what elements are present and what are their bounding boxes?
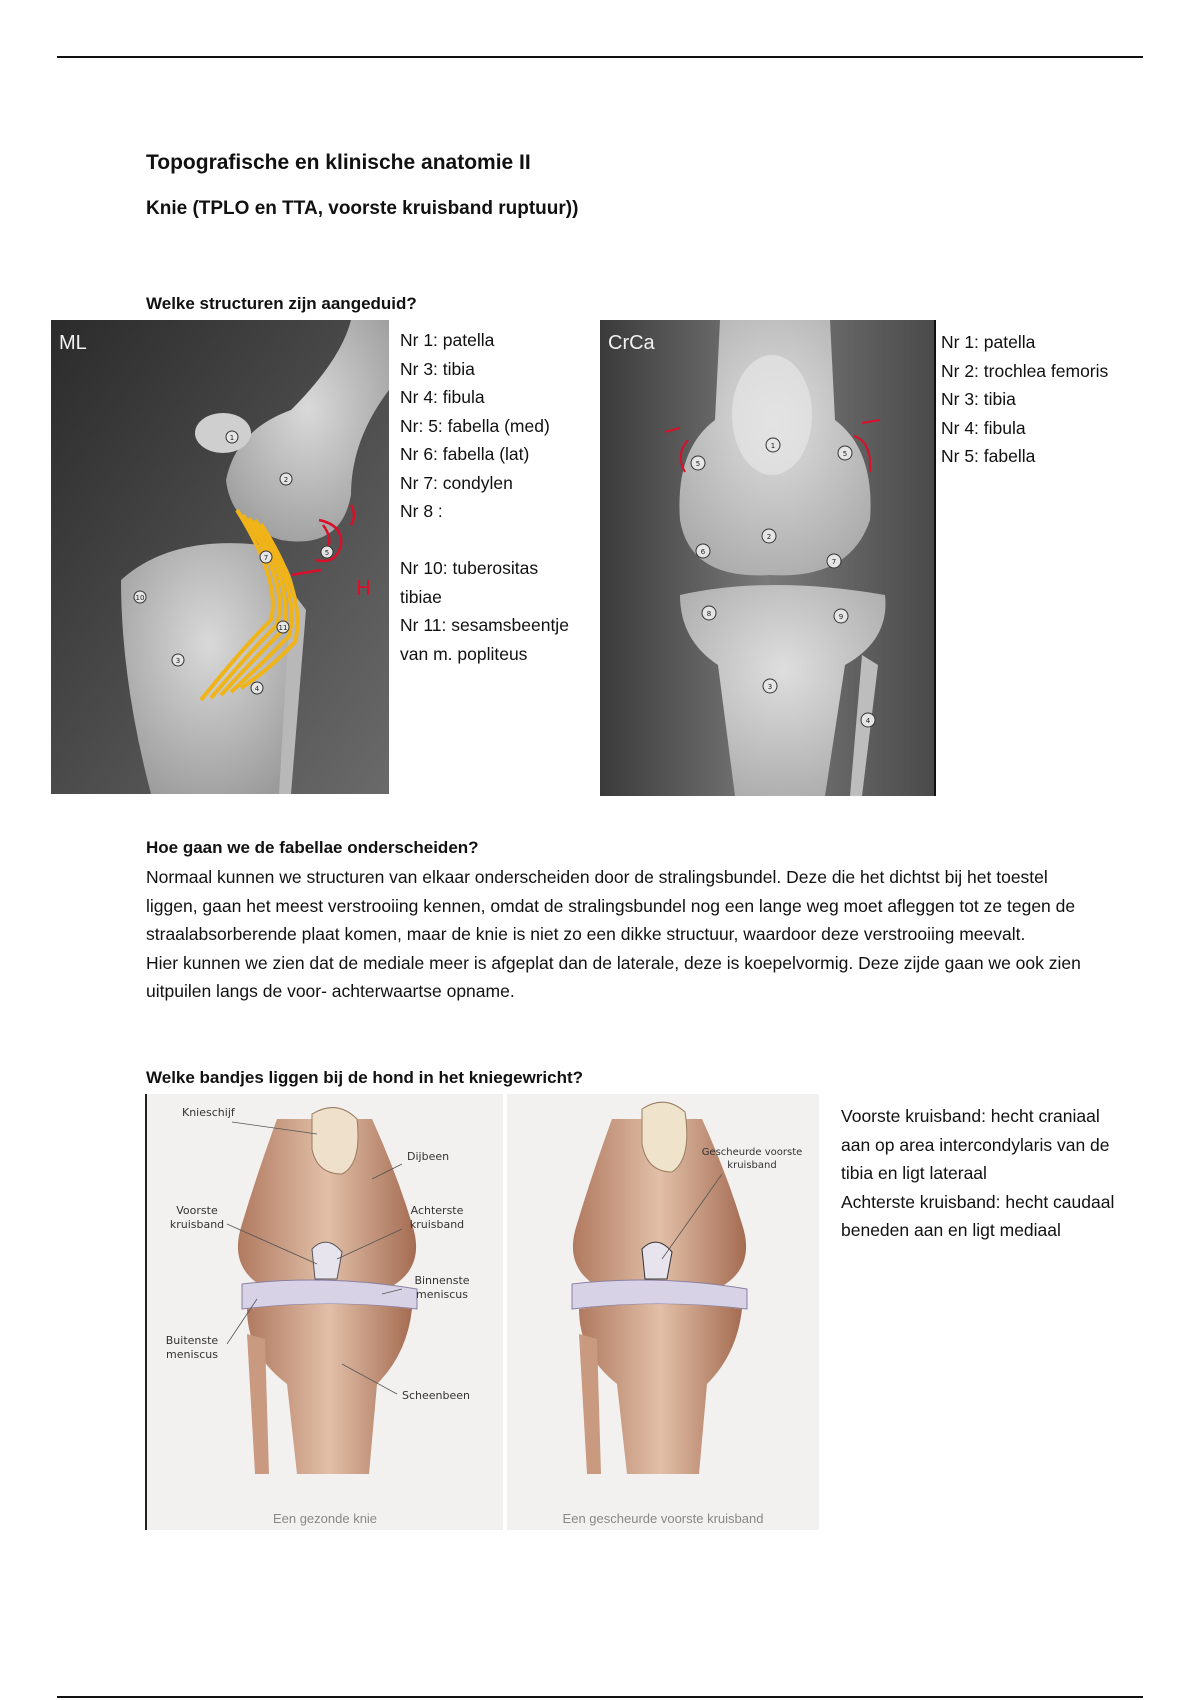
list-item: Nr 10: tuberositas [400,558,539,578]
crca-marker-7 [827,554,841,568]
label-scheenbeen: Scheenbeen [402,1389,470,1402]
svg-text:2: 2 [283,476,289,484]
svg-text:7: 7 [263,554,269,562]
label-achterste-kruisband: Achterste kruisband [409,1204,465,1231]
label-voorste-kruisband: Voorste kruisband [169,1204,225,1231]
question-fabellae: Hoe gaan we de fabellae onderscheiden? [146,838,479,857]
svg-text:5: 5 [842,450,848,458]
crca-marker-9 [834,609,848,623]
xray-ml-structure-list [400,326,569,668]
svg-text:1: 1 [770,442,776,450]
ml-marker-10 [134,591,146,603]
crca-marker-5-left [691,456,705,470]
xray-crca-image [600,320,936,796]
label-buitenste-meniscus: Buitenste meniscus [165,1334,219,1361]
svg-text:8: 8 [706,610,712,618]
svg-text:5: 5 [324,549,330,557]
label-dijbeen: Dijbeen [407,1150,450,1163]
svg-text:2: 2 [766,533,772,541]
list-item: Nr 8 : [400,501,443,521]
crca-marker-8 [702,606,716,620]
ml-marker-3 [172,654,184,666]
svg-text:1: 1 [229,434,235,442]
question-structures: Welke structuren zijn aangeduid? [146,294,417,313]
list-item: Achterste kruisband: hecht caudaal [841,1191,1115,1212]
xray-ml-image [51,320,389,794]
xray-crca-structure-list [941,328,1108,471]
list-item: Voorste kruisband: hecht craniaal [841,1106,1100,1126]
list-item: Nr 6: fabella (lat) [400,444,530,464]
list-item: Nr 1: patella [941,332,1036,352]
label-binnenste-meniscus: Binnenste meniscus [414,1274,470,1301]
list-item: Nr 11: sesamsbeentje [400,615,569,635]
crca-marker-5-right [838,446,852,460]
svg-text:7: 7 [831,558,837,566]
svg-text:6: 6 [700,548,706,556]
question-ligaments: Welke bandjes liggen bij de hond in het kniegewricht? [146,1068,584,1087]
xray-ml-view-label: ML [59,332,87,354]
svg-text:9: 9 [838,613,844,621]
paragraph: Normaal kunnen we structuren van elkaar onderscheiden door de stralingsbundel. Deze die het dichtst bij het toestel liggen, gaan het meest verstrooiing kennen, omdat de stralingsbundel nog een lange weg moet afleggen tot ze tegen de straalabsorberende plaat komen, maar de knie is niet zo een dikke structuur, waardoor deze verstrooiing meevalt. [146,867,1076,944]
crca-marker-2 [762,529,776,543]
xray-crca-view-label: CrCa [608,332,655,354]
list-item: Nr 3: tibia [941,389,1016,409]
svg-text:5: 5 [695,460,701,468]
crca-marker-6 [696,544,710,558]
list-item [400,526,569,555]
svg-text:4: 4 [865,717,871,725]
list-item: Nr 3: tibia [400,358,475,379]
caption-torn-acl: Een gescheurde voorste kruisband [562,1511,764,1526]
ml-marker-4 [251,682,263,694]
document-title: Topografische en klinische anatomie II [146,151,531,174]
list-item: tibia en ligt lateraal [841,1163,987,1183]
list-item: Nr 1: patella [400,330,495,350]
illustration-torn-acl [507,1094,819,1530]
ml-marker-1 [226,431,238,443]
list-item: aan op area intercondylaris van de [841,1134,1110,1155]
list-item: Nr 5: fabella [941,446,1036,466]
list-item: Nr 2: trochlea femoris [941,360,1109,381]
label-gescheurde-kruisband: Gescheurde voorste kruisband [701,1147,803,1171]
paragraph: Hier kunnen we zien dat de mediale meer is afgeplat dan de laterale, deze is koepelvormig. Deze zijde gaan we ook zien uitpuilen langs de voor- achterwaartse opname. [146,952,1081,1001]
crca-marker-3 [763,679,777,693]
crca-marker-4 [861,713,875,727]
footer-rule [57,1696,1143,1698]
label-knieschijf: Knieschijf [182,1106,235,1119]
ml-marker-2 [280,473,292,485]
caption-healthy-knee: Een gezonde knie [272,1511,378,1526]
list-item: beneden aan en ligt mediaal [841,1220,1061,1240]
ligament-description [841,1102,1114,1245]
document-subtitle: Knie (TPLO en TTA, voorste kruisband ruptuur)) [146,198,579,219]
list-item: tibiae [400,586,442,607]
list-item: Nr 7: condylen [400,472,513,493]
list-item: Nr 4: fibula [400,387,485,407]
header-rule [57,56,1143,58]
illustration-healthy-knee [145,1094,503,1530]
svg-text:10: 10 [135,594,145,602]
list-item: van m. popliteus [400,643,528,664]
list-item: Nr 4: fibula [941,417,1026,438]
svg-text:11: 11 [278,624,288,632]
list-item: Nr: 5: fabella (med) [400,415,550,436]
svg-text:4: 4 [254,685,260,693]
crca-marker-1 [766,438,780,452]
ml-marker-11 [277,621,289,633]
svg-text:3: 3 [767,683,773,691]
ml-marker-7 [260,551,272,563]
xray-ml-handwriting: H [356,576,372,600]
ml-marker-5 [321,546,333,558]
svg-text:3: 3 [175,657,181,665]
fabellae-explanation [146,863,1086,1006]
